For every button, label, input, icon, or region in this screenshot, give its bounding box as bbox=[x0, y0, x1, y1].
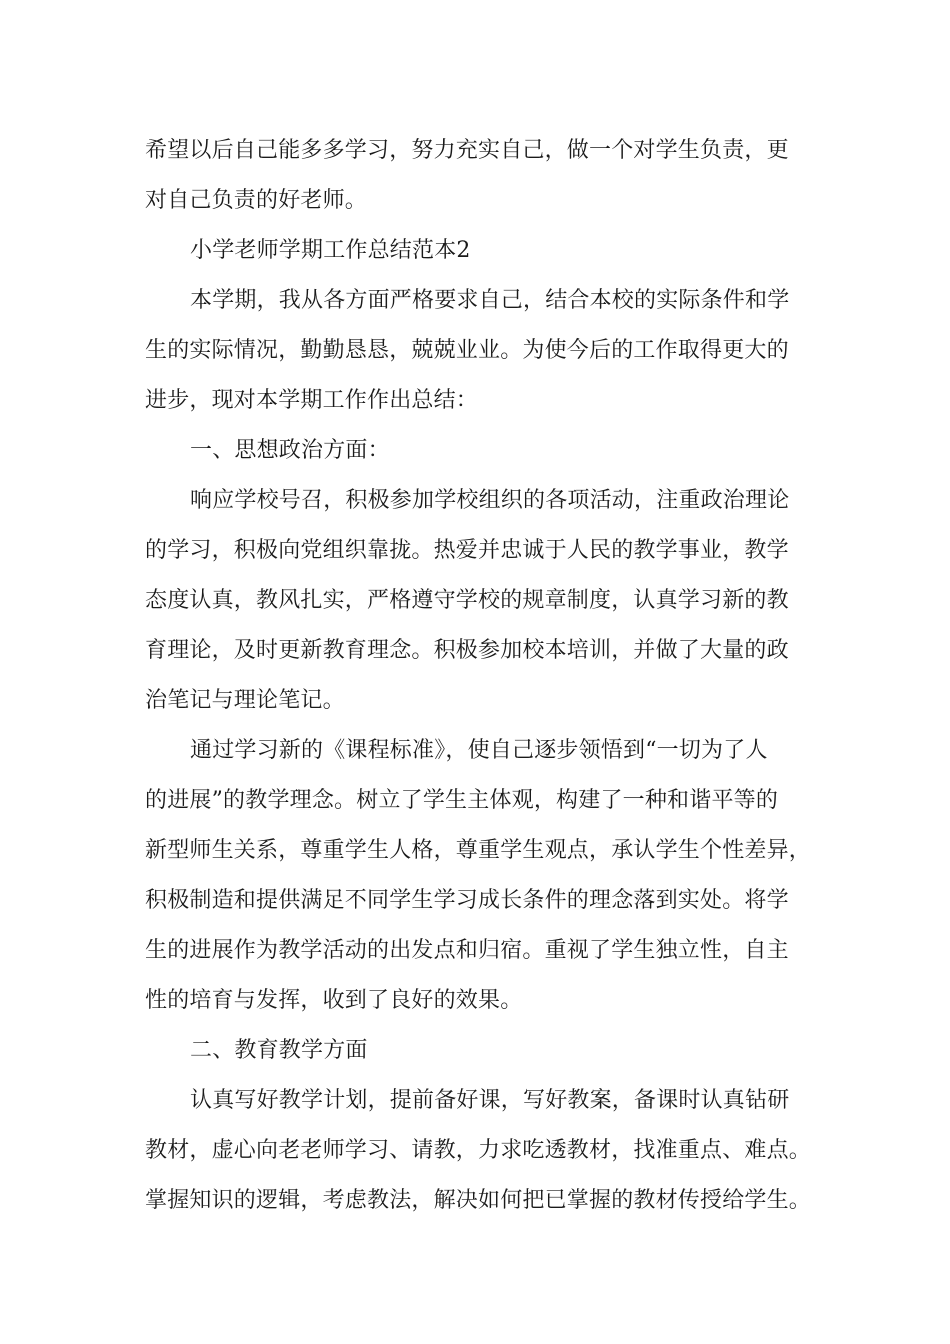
text-line: 希望以后自己能多多学习，努力充实自己，做一个对学生负责，更 bbox=[145, 138, 789, 163]
heading-political bbox=[145, 426, 810, 476]
text-line: 二、教育教学方面 bbox=[190, 1038, 368, 1063]
text-line: 性的培育与发挥，收到了良好的效果。 bbox=[145, 988, 523, 1013]
text-line: 生的进展作为教学活动的出发点和归宿。重视了学生独立性，自主 bbox=[145, 938, 789, 963]
text-line: 进步，现对本学期工作作出总结： bbox=[145, 388, 479, 413]
text-line: 生的实际情况，勤勤恳恳，兢兢业业。为使今后的工作取得更大的 bbox=[145, 338, 789, 363]
text-line: 的进展”的教学理念。树立了学生主体观，构建了一种和谐平等的 bbox=[145, 788, 779, 813]
text-line: 通过学习新的《课程标准》，使自己逐步领悟到“一切为了人 bbox=[190, 738, 768, 763]
paragraph-intro bbox=[145, 276, 810, 426]
text-line: 治笔记与理论笔记。 bbox=[145, 688, 345, 713]
text-line: 教材，虚心向老老师学习、请教，力求吃透教材，找准重点、难点。 bbox=[145, 1138, 812, 1163]
section-title bbox=[145, 226, 810, 276]
text-line: 对自己负责的好老师。 bbox=[145, 188, 368, 213]
text-line: 小学老师学期工作总结范本2 bbox=[190, 238, 471, 263]
document-body bbox=[145, 126, 810, 1226]
text-line: 新型师生关系，尊重学生人格，尊重学生观点，承认学生个性差异， bbox=[145, 838, 812, 863]
paragraph-political bbox=[145, 476, 810, 726]
text-line: 一、思想政治方面： bbox=[190, 438, 390, 463]
text-line: 育理论，及时更新教育理念。积极参加校本培训，并做了大量的政 bbox=[145, 638, 789, 663]
text-line: 积极制造和提供满足不同学生学习成长条件的理念落到实处。将学 bbox=[145, 888, 789, 913]
text-line: 掌握知识的逻辑，考虑教法，解决如何把已掌握的教材传授给学生。 bbox=[145, 1188, 812, 1213]
text-line: 响应学校号召，积极参加学校组织的各项活动，注重政治理论 bbox=[190, 488, 790, 513]
text-line: 本学期，我从各方面严格要求自己，结合本校的实际条件和学 bbox=[190, 288, 790, 313]
paragraph-closing bbox=[145, 126, 810, 226]
text-line: 态度认真，教风扎实，严格遵守学校的规章制度，认真学习新的教 bbox=[145, 588, 789, 613]
heading-teaching bbox=[145, 1026, 810, 1076]
text-line: 认真写好教学计划，提前备好课，写好教案，备课时认真钻研 bbox=[190, 1088, 790, 1113]
text-line: 的学习，积极向党组织靠拢。热爱并忠诚于人民的教学事业，教学 bbox=[145, 538, 789, 563]
paragraph-teaching bbox=[145, 1076, 810, 1226]
paragraph-curriculum bbox=[145, 726, 810, 1026]
